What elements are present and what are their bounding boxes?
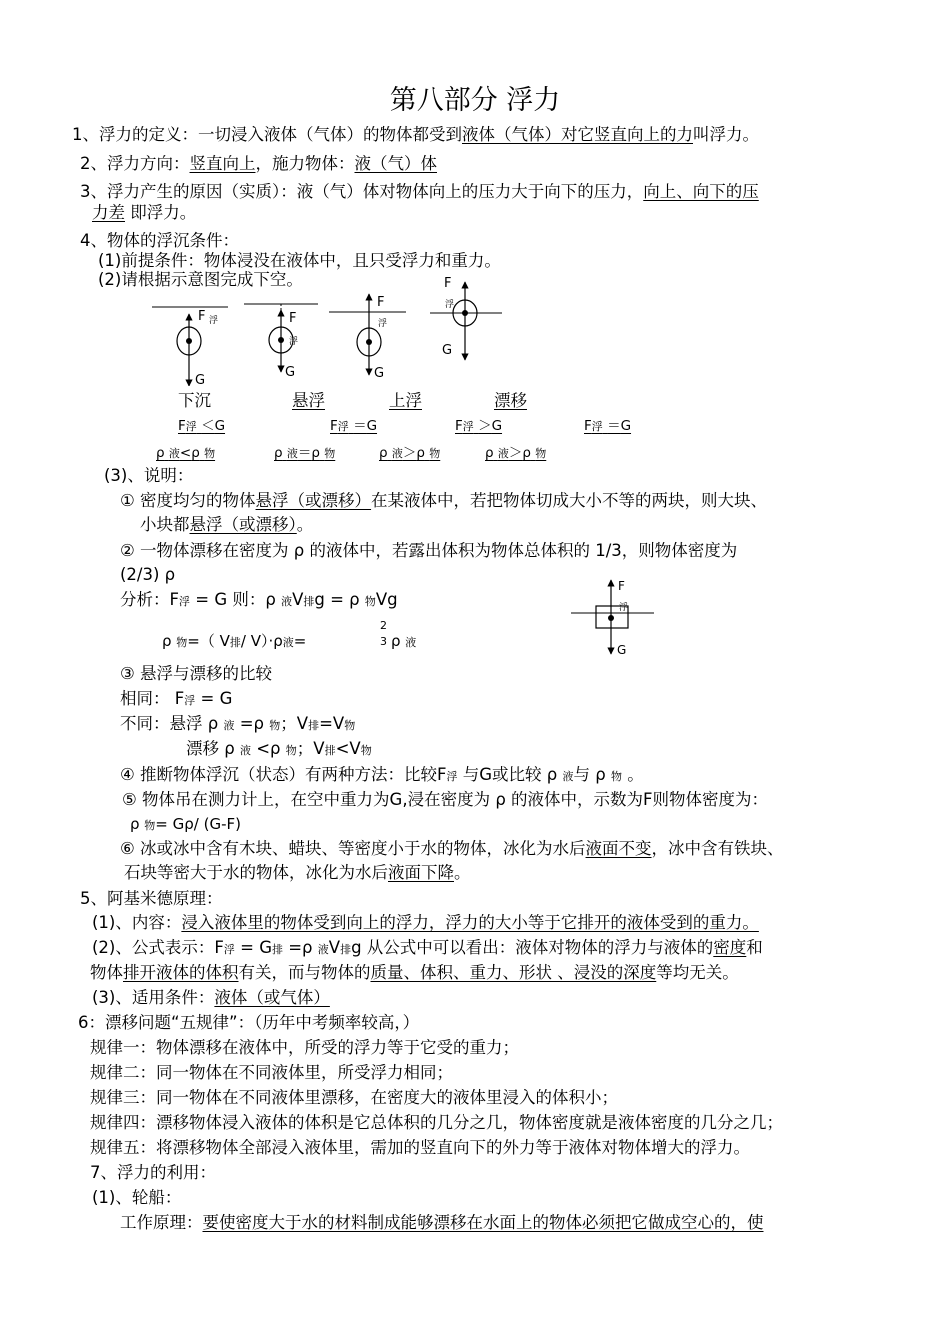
t: 浮 [223, 943, 235, 956]
suspended-object-icon [244, 304, 318, 380]
t: 浮 [462, 420, 474, 433]
t: ρ [156, 445, 165, 461]
t: 有关，而与物体的 [238, 963, 371, 982]
t: = Gρ/ (G-F) [155, 815, 241, 833]
text: 1、浮力的定义：一切浸入液体（气体）的物体都受到 [72, 125, 462, 144]
note-1 [120, 490, 767, 512]
t: 。 [622, 765, 644, 784]
t: Vg [375, 590, 398, 609]
instruction-line: (2)请根据示意图完成下空。 [98, 270, 303, 289]
t: ＞ [402, 445, 417, 461]
t: 小块都 [140, 515, 190, 534]
underlined-text: 悬浮（或漂移） [255, 491, 372, 510]
text: ，施力物体： [255, 154, 355, 173]
t: ρ [391, 632, 406, 650]
underlined-text: 悬浮（或漂移） [189, 515, 297, 534]
t: =ρ [282, 938, 318, 957]
t: 液 [562, 770, 574, 783]
underlined-text: 排开液体的体积 [123, 963, 239, 982]
underlined-text: 力差 [92, 203, 125, 222]
t: 排 [229, 636, 241, 649]
t: ρ [311, 445, 320, 461]
force-label: F [289, 311, 297, 326]
direction-line [80, 153, 437, 175]
t: ④ 推断物体浮沉（状态）有两种方法：比较F [120, 765, 447, 784]
t: 浮 [184, 694, 196, 707]
t: 浮 [337, 420, 349, 433]
archimedes-formula-cont [90, 962, 739, 984]
t: 液 [168, 447, 180, 460]
t: = [293, 632, 307, 650]
gravity-label: G [617, 643, 627, 656]
text: 即浮力。 [125, 203, 197, 222]
t: 物 [144, 819, 156, 832]
notes-heading: (3)、说明： [104, 466, 194, 485]
t: ＜ [201, 418, 215, 434]
force-relation [455, 417, 502, 436]
t: ＞ [508, 445, 523, 461]
archimedes-formula [92, 937, 763, 961]
t: 液 [286, 447, 298, 460]
t: (1)、内容： [92, 913, 182, 932]
t: 浮 [591, 420, 603, 433]
rule-3: 规律三：同一物体在不同液体里漂移，在密度大的液体里浸入的体积小； [90, 1088, 618, 1107]
note-2: ② 一物体漂移在密度为 ρ 的液体中，若露出体积为物体总体积的 1/3，则物体密度为 [120, 541, 738, 560]
t: ρ [162, 632, 177, 650]
t: 排 [324, 744, 336, 757]
t: 物 [344, 719, 356, 732]
underlined-text: 要使密度大于水的材料制成能够漂移在水面上的物体必须把它做成空心的，使 [202, 1213, 764, 1232]
t: =ρ [234, 714, 270, 733]
density-equation [162, 630, 306, 654]
t: =（ V [187, 632, 230, 650]
t: V [328, 938, 341, 957]
t: 物 [535, 447, 547, 460]
underlined-text: 密度 [713, 938, 747, 957]
t: = G [234, 938, 272, 957]
t: 物 [269, 719, 281, 732]
t: 与 ρ [573, 765, 611, 784]
t: 在某液体中，若把物体切成大小不等的两块，则大块、 [371, 491, 768, 510]
section-heading: 4、物体的浮沉条件： [80, 231, 239, 250]
t: ρ [274, 445, 283, 461]
t: 浮 [446, 770, 458, 783]
t: ρ [191, 445, 200, 461]
text: 叫浮力。 [693, 125, 759, 144]
t: 液 [239, 744, 251, 757]
t: ＝ [353, 418, 367, 434]
section-heading: 7、浮力的利用： [90, 1163, 216, 1182]
t: ① 密度均匀的物体 [120, 491, 256, 510]
rule-1: 规律一：物体漂移在液体中，所受的浮力等于它受的重力； [90, 1038, 519, 1057]
note-5-formula [130, 813, 241, 837]
t: 等均无关。 [656, 963, 739, 982]
t: ρ [379, 445, 388, 461]
page-title: 第八部分 浮力 [389, 85, 561, 116]
t: ρ [485, 445, 494, 461]
fraction-denominator: 3 [380, 635, 387, 648]
state-sink-label: 下沉 [178, 391, 211, 410]
t: 浮 [185, 420, 197, 433]
t: F [330, 418, 338, 434]
state-suspend-label: 悬浮 [292, 391, 325, 410]
rule-5: 规律五：将漂移物体全部浸入液体里，需加的竖直向下的外力等于液体对物体增大的浮力。 [90, 1138, 750, 1157]
t: G [491, 418, 503, 434]
definition-line [72, 124, 759, 146]
t: 液 [282, 636, 294, 649]
density-relation [274, 444, 335, 463]
t: ＝ [297, 445, 312, 461]
t: 分析：F [120, 590, 179, 609]
t: ρ [130, 815, 145, 833]
t: 和 [746, 938, 763, 957]
section-heading: 6：漂移问题“五规律”：（历年中考频率较高，） [78, 1013, 420, 1032]
rule-2: 规律二：同一物体在不同液体里，所受浮力相同； [90, 1063, 453, 1082]
t: < [179, 445, 192, 461]
note-6-cont [124, 862, 471, 884]
text: 3、浮力产生的原因（实质）：液（气）体对物体向上的压力大于向下的压力， [80, 182, 644, 201]
diff-line-2 [186, 738, 372, 762]
t: G [214, 418, 226, 434]
fraction-numerator: 2 [380, 619, 387, 632]
density-relation [379, 444, 440, 463]
force-label: F [377, 295, 385, 310]
cause-line-2 [92, 202, 196, 224]
underlined-text: 液体（或气体） [214, 988, 330, 1007]
t: <ρ [250, 739, 286, 758]
underlined-text: 液体（气体）对它竖直向上的力 [462, 125, 693, 144]
t: g = ρ [314, 590, 365, 609]
analysis-line [120, 589, 398, 613]
density-relation [485, 444, 546, 463]
t: 浮 [179, 595, 190, 608]
underlined-text: 液面不变 [585, 839, 652, 858]
t: 排 [271, 943, 283, 956]
t: ⑥ 冰或冰中含有木块、蜡块、等密度小于水的物体，冰化为水后 [120, 839, 586, 858]
force-subscript: 浮 [289, 337, 299, 347]
t: 液 [391, 447, 403, 460]
t: G [366, 418, 378, 434]
archimedes-condition [92, 987, 330, 1009]
t: 液 [281, 595, 293, 608]
t: F [455, 418, 463, 434]
t: 。 [454, 863, 471, 882]
underlined-text: 液（气）体 [354, 154, 437, 173]
t: 工作原理： [120, 1213, 203, 1232]
underlined-text: 向上、向下的压 [643, 182, 759, 201]
t: 物 [364, 595, 376, 608]
t: 石块等密大于水的物体，冰化为水后 [124, 863, 388, 882]
state-float-label: 漂移 [494, 391, 527, 410]
t: g 从公式中可以看出：液体对物体的浮力与液体的 [351, 938, 714, 957]
underlined-text: 质量、体积、重力、形状 、浸没的深度 [370, 963, 657, 982]
ship-principle [120, 1212, 764, 1234]
t: 物 [429, 447, 441, 460]
t: (3)、适用条件： [92, 988, 215, 1007]
density-relation [156, 444, 215, 463]
sinking-object-icon [152, 307, 228, 386]
t: ，冰中含有铁块、 [651, 839, 784, 858]
t: 漂移 ρ [186, 739, 240, 758]
t: ρ [522, 445, 531, 461]
force-label: F [444, 276, 452, 291]
t: 液 [317, 943, 329, 956]
t: 液 [497, 447, 509, 460]
t: ＝ [607, 418, 621, 434]
gravity-label: G [195, 373, 206, 386]
gravity-label: G [442, 343, 453, 358]
gravity-label: G [374, 366, 385, 381]
t: ；V [296, 739, 325, 758]
t: 物 [204, 447, 216, 460]
rule-4: 规律四：漂移物体浸入液体的体积是它总体积的几分之几，物体密度就是液体密度的几分之几； [90, 1113, 783, 1132]
t: 排 [340, 943, 352, 956]
rising-object-icon [329, 294, 406, 381]
t: ρ [416, 445, 425, 461]
t: =V [319, 714, 345, 733]
force-label: F [618, 579, 625, 593]
t: 不同：悬浮 ρ [120, 714, 224, 733]
density-equation-end [391, 630, 416, 654]
t: F [178, 418, 186, 434]
t: 物体 [90, 963, 123, 982]
t: V [292, 590, 304, 609]
same-line [120, 688, 232, 712]
t: = G [195, 689, 233, 708]
force-subscript: 浮 [619, 603, 629, 613]
underlined-text: 液面下降 [388, 863, 454, 882]
t: (2)、公式表示：F [92, 938, 224, 957]
diff-line-1 [120, 713, 355, 737]
underlined-text: 浸入液体里的物体受到向上的浮力，浮力的大小等于它排开的液体受到的重力。 [181, 913, 759, 932]
state-rise-label: 上浮 [389, 391, 422, 410]
t: <V [335, 739, 361, 758]
note-4 [120, 764, 644, 788]
t: 排 [303, 595, 315, 608]
note-1-cont [140, 514, 313, 536]
floating-object-icon [430, 276, 502, 360]
t: 液 [223, 719, 235, 732]
t: 液 [405, 636, 417, 649]
t: 与G或比较 ρ [457, 765, 563, 784]
force-label: F [198, 309, 206, 324]
floating-block-diagram [568, 576, 668, 656]
force-subscript: 浮 [209, 316, 219, 326]
force-subscript: 浮 [378, 319, 388, 329]
t: / V）·ρ [240, 632, 283, 650]
premise-line: (1)前提条件：物体浸没在液体中，且只受浮力和重力。 [98, 251, 501, 270]
t: ＞ [478, 418, 492, 434]
force-subscript: 浮 [445, 300, 455, 310]
t: 物 [176, 636, 188, 649]
t: 物 [360, 744, 372, 757]
note-2-cont: (2/3) ρ [120, 565, 176, 584]
t: 物 [324, 447, 336, 460]
section-heading: 5、阿基米德原理： [80, 889, 223, 908]
t: F [584, 418, 592, 434]
t: 排 [308, 719, 320, 732]
archimedes-content [92, 912, 759, 934]
gravity-label: G [285, 365, 296, 380]
force-relation [330, 417, 377, 436]
text: 2、浮力方向： [80, 154, 190, 173]
cause-line [80, 181, 759, 203]
note-3: ③ 悬浮与漂移的比较 [120, 664, 273, 683]
ship-heading: (1)、轮船： [92, 1188, 182, 1207]
force-relation [178, 417, 225, 436]
force-relation [584, 417, 631, 436]
t: 物 [285, 744, 297, 757]
note-5: ⑤ 物体吊在测力计上，在空中重力为G,浸在密度为 ρ 的液体中，示数为F则物体密度为： [122, 790, 769, 809]
buoyancy-diagram [130, 276, 650, 386]
t: 相同： F [120, 689, 185, 708]
t: 。 [296, 515, 314, 534]
underlined-text: 竖直向上 [189, 154, 256, 173]
t: 物 [611, 770, 622, 783]
t: = G 则：ρ [190, 590, 282, 609]
t: G [620, 418, 632, 434]
note-6 [120, 838, 784, 860]
t: ；V [280, 714, 309, 733]
